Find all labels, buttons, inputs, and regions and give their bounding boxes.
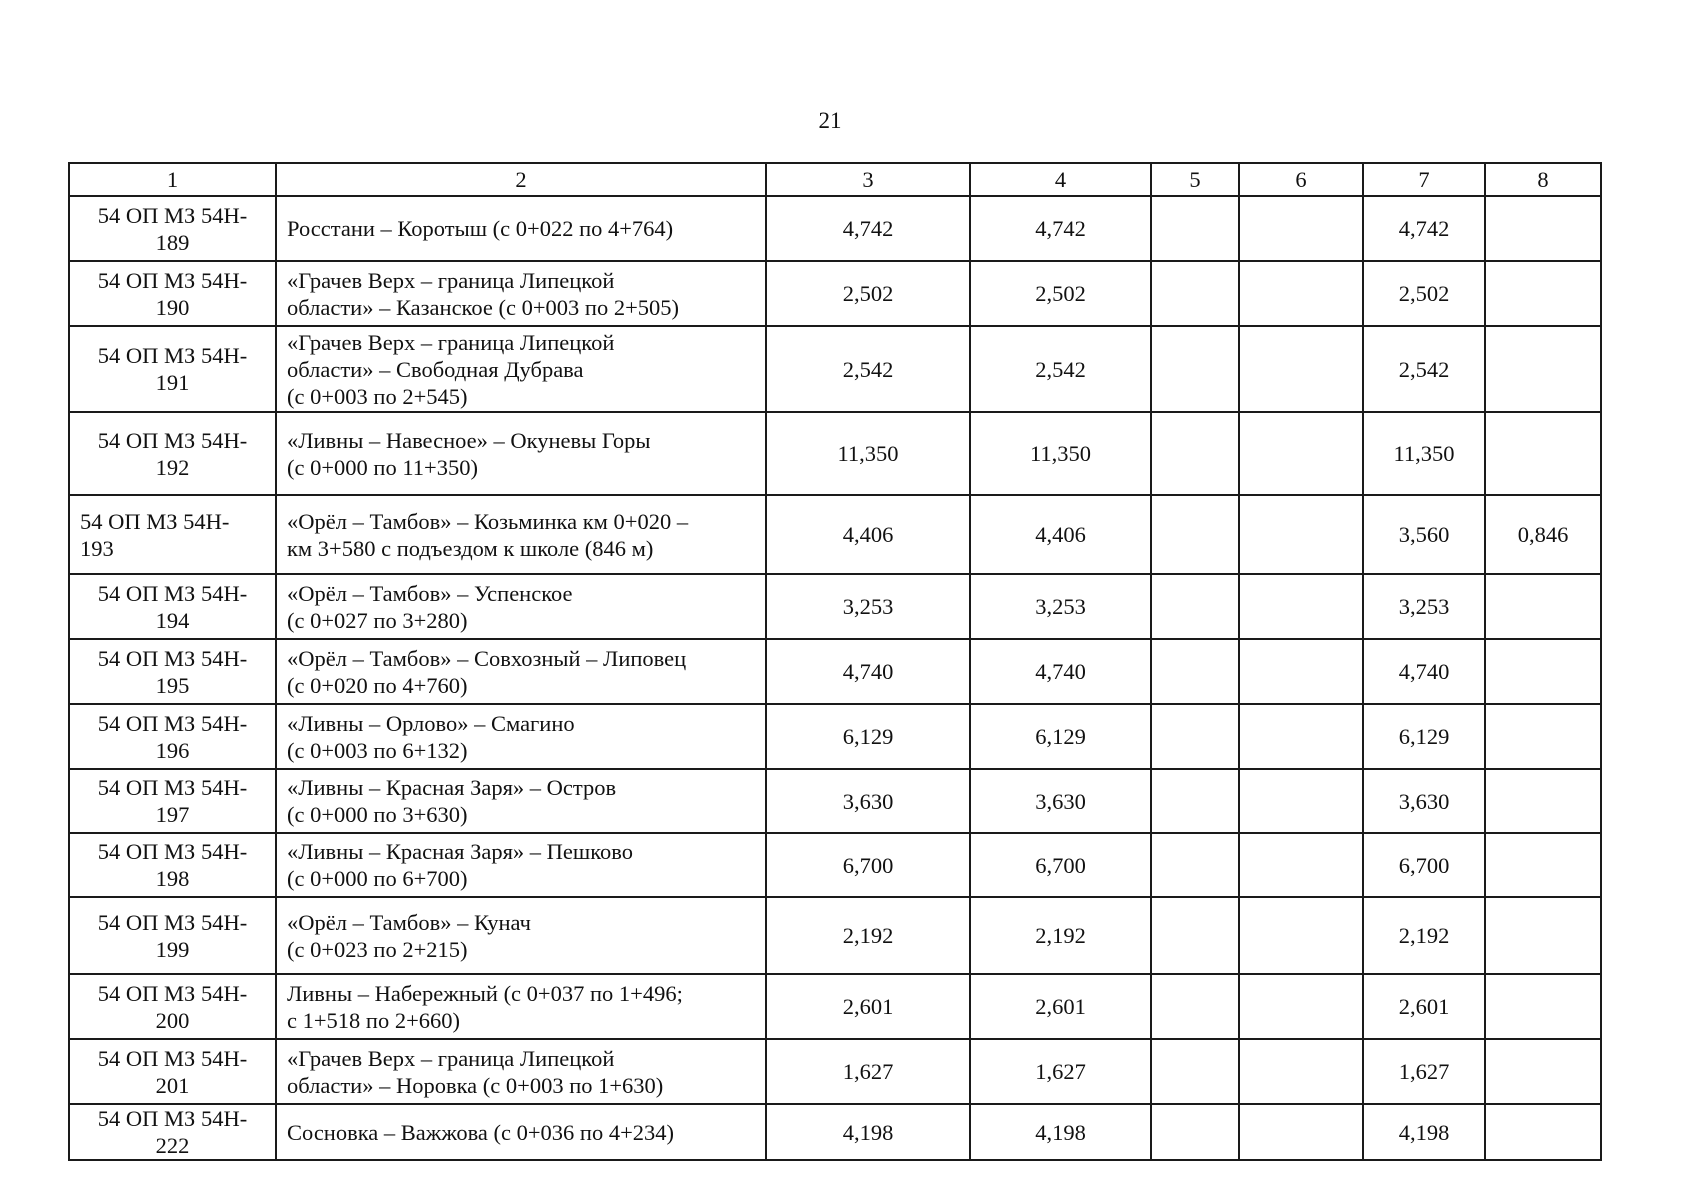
value-cell-4: 4,198: [970, 1104, 1151, 1160]
value-cell-8: [1485, 1039, 1601, 1104]
column-header-5: 5: [1151, 163, 1239, 196]
value-cell-3: 2,542: [766, 326, 970, 412]
road-name-cell: [276, 897, 766, 974]
value-cell-5: [1151, 495, 1239, 574]
road-code-line: 54 ОП МЗ 54Н-: [97, 267, 248, 293]
road-code-line: 54 ОП МЗ 54Н-: [97, 1106, 248, 1131]
road-name-line: (с 0+000 по 3+630): [287, 802, 468, 827]
table-row: [69, 704, 1601, 769]
value-cell-3: 6,700: [766, 833, 970, 897]
road-code-line: 200: [155, 1007, 190, 1033]
value-cell-8: [1485, 769, 1601, 833]
value-cell-4: 2,192: [970, 897, 1151, 974]
road-code-cell: [69, 196, 276, 261]
road-name-line: (с 0+023 по 2+215): [287, 936, 468, 962]
value-cell-3: 11,350: [766, 412, 970, 495]
road-code-cell: [69, 261, 276, 326]
road-code-line: 192: [155, 454, 190, 480]
value-cell-4: 3,253: [970, 574, 1151, 639]
value-cell-8: [1485, 639, 1601, 704]
value-cell-8: [1485, 1104, 1601, 1160]
value-cell-6: [1239, 261, 1363, 326]
table-row: [69, 639, 1601, 704]
value-cell-5: [1151, 974, 1239, 1039]
table-row: [69, 897, 1601, 974]
value-cell-5: [1151, 196, 1239, 261]
value-cell-3: 6,129: [766, 704, 970, 769]
road-name-cell: [276, 495, 766, 574]
value-cell-7: 3,560: [1363, 495, 1485, 574]
road-name-line: области» – Свободная Дубрава: [287, 356, 584, 382]
road-name-line: «Ливны – Навесное» – Окуневы Горы: [287, 427, 651, 453]
value-cell-8: [1485, 574, 1601, 639]
road-code-line: 54 ОП МЗ 54Н-: [97, 202, 248, 228]
road-name-cell: [276, 833, 766, 897]
value-cell-7: 2,542: [1363, 326, 1485, 412]
road-name-line: «Грачев Верх – граница Липецкой: [287, 329, 615, 355]
road-code-cell: [69, 974, 276, 1039]
road-name-line: области» – Казанское (с 0+003 по 2+505): [287, 294, 680, 320]
road-code-line: 195: [155, 672, 190, 698]
road-name-line: (с 0+003 по 2+545): [287, 383, 468, 409]
road-name-cell: [276, 412, 766, 495]
value-cell-5: [1151, 1039, 1239, 1104]
value-cell-8: [1485, 196, 1601, 261]
road-code-cell: [69, 769, 276, 833]
road-name-line: Росстани – Коротыш (с 0+022 по 4+764): [287, 216, 674, 241]
column-header-4: 4: [970, 163, 1151, 196]
value-cell-5: [1151, 261, 1239, 326]
value-cell-4: 3,630: [970, 769, 1151, 833]
road-code-line: 54 ОП МЗ 54Н-: [97, 839, 248, 864]
value-cell-8: [1485, 412, 1601, 495]
road-code-cell: [69, 833, 276, 897]
column-header-8: 8: [1485, 163, 1601, 196]
value-cell-3: 2,601: [766, 974, 970, 1039]
road-name-line: «Орёл – Тамбов» – Совхозный – Липовец: [287, 645, 687, 671]
value-cell-7: 1,627: [1363, 1039, 1485, 1104]
road-name-line: Сосновка – Важжова (с 0+036 по 4+234): [287, 1119, 675, 1145]
road-code-cell: [69, 1104, 276, 1160]
table-row: [69, 574, 1601, 639]
road-name-line: «Орёл – Тамбов» – Кунач: [287, 909, 531, 935]
road-name-line: (с 0+000 по 11+350): [287, 454, 478, 480]
value-cell-4: 4,742: [970, 196, 1151, 261]
column-header-1: 1: [69, 163, 276, 196]
value-cell-5: [1151, 704, 1239, 769]
road-name-cell: [276, 196, 766, 261]
road-code-line: 54 ОП МЗ 54Н-: [80, 508, 230, 534]
value-cell-4: 2,601: [970, 974, 1151, 1039]
value-cell-4: 4,740: [970, 639, 1151, 704]
value-cell-7: 3,630: [1363, 769, 1485, 833]
value-cell-6: [1239, 574, 1363, 639]
road-name-line: «Орёл – Тамбов» – Козьминка км 0+020 –: [287, 508, 689, 534]
value-cell-5: [1151, 833, 1239, 897]
road-code-cell: [69, 326, 276, 412]
value-cell-5: [1151, 897, 1239, 974]
road-code-line: 54 ОП МЗ 54Н-: [97, 1045, 248, 1071]
value-cell-7: 3,253: [1363, 574, 1485, 639]
road-name-line: (с 0+000 по 6+700): [287, 866, 468, 891]
road-code-line: 201: [155, 1072, 190, 1098]
road-code-line: 194: [155, 607, 190, 633]
value-cell-7: 4,198: [1363, 1104, 1485, 1160]
value-cell-4: 2,502: [970, 261, 1151, 326]
road-code-line: 54 ОП МЗ 54Н-: [97, 909, 248, 935]
value-cell-7: 2,192: [1363, 897, 1485, 974]
road-code-line: 54 ОП МЗ 54Н-: [97, 343, 248, 368]
road-name-cell: [276, 1039, 766, 1104]
road-code-cell: [69, 897, 276, 974]
value-cell-5: [1151, 574, 1239, 639]
value-cell-4: 11,350: [970, 412, 1151, 495]
road-code-line: 193: [80, 535, 114, 561]
road-name-line: Ливны – Набережный (с 0+037 по 1+496;: [287, 980, 683, 1006]
roads-table: [68, 162, 1602, 1161]
value-cell-5: [1151, 1104, 1239, 1160]
road-name-line: (с 0+003 по 6+132): [287, 737, 468, 763]
road-name-line: (с 0+020 по 4+760): [287, 672, 468, 698]
road-code-line: 54 ОП МЗ 54Н-: [97, 980, 248, 1006]
road-name-line: «Ливны – Красная Заря» – Остров: [287, 775, 617, 800]
road-name-cell: [276, 704, 766, 769]
value-cell-4: 4,406: [970, 495, 1151, 574]
table-row: [69, 833, 1601, 897]
page-number: 21: [818, 108, 842, 133]
road-name-line: с 1+518 по 2+660): [287, 1007, 461, 1033]
road-code-cell: [69, 495, 276, 574]
value-cell-8: [1485, 897, 1601, 974]
value-cell-4: 2,542: [970, 326, 1151, 412]
road-name-line: «Ливны – Орлово» – Смагино: [287, 710, 575, 736]
value-cell-8: 0,846: [1485, 495, 1601, 574]
value-cell-5: [1151, 412, 1239, 495]
value-cell-4: 6,700: [970, 833, 1151, 897]
value-cell-6: [1239, 639, 1363, 704]
road-name-line: км 3+580 с подъездом к школе (846 м): [287, 535, 654, 561]
table-row: [69, 412, 1601, 495]
value-cell-7: 4,740: [1363, 639, 1485, 704]
table-row: [69, 261, 1601, 326]
road-code-line: 54 ОП МЗ 54Н-: [97, 580, 248, 606]
road-code-cell: [69, 1039, 276, 1104]
value-cell-6: [1239, 495, 1363, 574]
value-cell-6: [1239, 769, 1363, 833]
table-row: [69, 326, 1601, 412]
value-cell-4: 6,129: [970, 704, 1151, 769]
table-row: [69, 495, 1601, 574]
value-cell-8: [1485, 704, 1601, 769]
value-cell-8: [1485, 974, 1601, 1039]
value-cell-6: [1239, 833, 1363, 897]
road-name-line: «Грачев Верх – граница Липецкой: [287, 267, 615, 293]
value-cell-3: 4,198: [766, 1104, 970, 1160]
road-code-line: 198: [155, 866, 190, 891]
table-row: [69, 769, 1601, 833]
table-row: [69, 196, 1601, 261]
value-cell-4: 1,627: [970, 1039, 1151, 1104]
road-name-line: «Грачев Верх – граница Липецкой: [287, 1045, 615, 1071]
value-cell-8: [1485, 326, 1601, 412]
column-header-2: 2: [276, 163, 766, 196]
value-cell-6: [1239, 1039, 1363, 1104]
road-code-line: 197: [155, 802, 190, 827]
value-cell-8: [1485, 833, 1601, 897]
table-body: [69, 196, 1601, 1160]
value-cell-3: 3,630: [766, 769, 970, 833]
road-code-line: 199: [155, 936, 190, 962]
road-code-line: 189: [155, 229, 190, 255]
value-cell-6: [1239, 974, 1363, 1039]
road-code-line: 196: [155, 737, 190, 763]
road-code-cell: [69, 704, 276, 769]
value-cell-6: [1239, 412, 1363, 495]
road-code-line: 191: [155, 370, 190, 395]
road-name-cell: [276, 574, 766, 639]
value-cell-5: [1151, 326, 1239, 412]
road-name-cell: [276, 326, 766, 412]
value-cell-6: [1239, 704, 1363, 769]
value-cell-7: 6,129: [1363, 704, 1485, 769]
value-cell-5: [1151, 639, 1239, 704]
value-cell-8: [1485, 261, 1601, 326]
road-code-line: 54 ОП МЗ 54Н-: [97, 775, 248, 800]
road-code-line: 54 ОП МЗ 54Н-: [97, 645, 248, 671]
value-cell-7: 6,700: [1363, 833, 1485, 897]
road-name-cell: [276, 261, 766, 326]
value-cell-3: 2,192: [766, 897, 970, 974]
value-cell-7: 2,601: [1363, 974, 1485, 1039]
value-cell-6: [1239, 326, 1363, 412]
road-name-line: (с 0+027 по 3+280): [287, 607, 468, 633]
value-cell-7: 4,742: [1363, 196, 1485, 261]
value-cell-3: 3,253: [766, 574, 970, 639]
value-cell-5: [1151, 769, 1239, 833]
road-code-line: 222: [155, 1133, 190, 1158]
road-code-line: 54 ОП МЗ 54Н-: [97, 710, 248, 736]
road-code-line: 54 ОП МЗ 54Н-: [97, 427, 248, 453]
value-cell-3: 1,627: [766, 1039, 970, 1104]
road-name-cell: [276, 1104, 766, 1160]
value-cell-7: 11,350: [1363, 412, 1485, 495]
value-cell-3: 2,502: [766, 261, 970, 326]
column-number-row: [69, 163, 1601, 196]
road-name-cell: [276, 769, 766, 833]
road-code-cell: [69, 412, 276, 495]
table-row: [69, 974, 1601, 1039]
road-name-cell: [276, 974, 766, 1039]
road-name-cell: [276, 639, 766, 704]
value-cell-3: 4,406: [766, 495, 970, 574]
road-code-cell: [69, 574, 276, 639]
value-cell-6: [1239, 897, 1363, 974]
road-code-cell: [69, 639, 276, 704]
table-row: [69, 1039, 1601, 1104]
value-cell-3: 4,740: [766, 639, 970, 704]
value-cell-3: 4,742: [766, 196, 970, 261]
road-code-line: 190: [155, 294, 190, 320]
value-cell-6: [1239, 196, 1363, 261]
column-header-6: 6: [1239, 163, 1363, 196]
road-name-line: «Ливны – Красная Заря» – Пешково: [287, 839, 633, 864]
table-row: [69, 1104, 1601, 1160]
road-name-line: области» – Норовка (с 0+003 по 1+630): [287, 1072, 664, 1098]
column-header-7: 7: [1363, 163, 1485, 196]
value-cell-6: [1239, 1104, 1363, 1160]
road-name-line: «Орёл – Тамбов» – Успенское: [287, 580, 573, 606]
value-cell-7: 2,502: [1363, 261, 1485, 326]
column-header-3: 3: [766, 163, 970, 196]
